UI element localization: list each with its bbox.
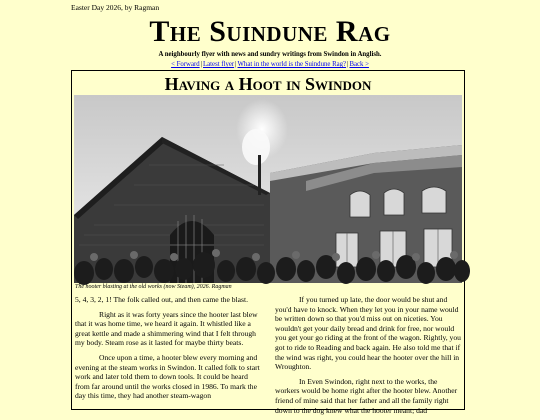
nav-forward-link[interactable]: < Forward (171, 61, 200, 68)
article-body (75, 295, 461, 420)
paragraph: Right as it was forty years since the hooter last blew that it was home time, we heard it again. It whistled like a great kettle and made a shimmering wind that I felt through my body. Steam rose as it lasted for maybe thirty beats. (75, 309, 258, 348)
article-box (71, 70, 465, 415)
paragraph: Once upon a time, a hooter blew every morning and evening at the steam works in Swindon. It called folk to start work and later told them to down tools. It could be heard from far around until the works closed in 1986. To mark the day this time, they had another steam-wagon (75, 352, 260, 401)
right-column (275, 295, 461, 420)
nav-back-link[interactable]: Back > (349, 61, 369, 68)
paragraph: 5, 4, 3, 2, 1! The folk called out, and then came the blast. (75, 295, 248, 304)
left-column (75, 295, 261, 420)
nav-about-link[interactable]: What in the world is the Suindune Rag? (237, 61, 347, 68)
photo-caption: The hooter blasting at the old works (now Steam), 2026. Ragman (75, 284, 232, 290)
tagline: A neighbourly flyer with news and sundry writings from Swindon in Anglish. (158, 51, 382, 58)
masthead-title: The Suindune Rag (149, 15, 391, 48)
article-photo (74, 95, 462, 283)
nav-latest-link[interactable]: Latest flyer (203, 61, 235, 68)
paragraph: If you turned up late, the door would be shut and you'd have to knock. When they let you in your name would be written down so that you'd miss out on niceties. You wouldn't get your daily bread and drink for free, nor would you get your go riding at the front of the wagon. Rightly, you got to ride to Reading and back again. He also told me that if the wind was right, you could hear the hooter over the hill in Wroughton. (275, 295, 461, 372)
nav-bar: < Forward|Latest flyer|What in the world is the Suindune Rag?|Back > (171, 61, 369, 68)
article-headline: Having a Hoot in Swindon (164, 74, 372, 94)
dateline: Easter Day 2026, by Ragman (71, 3, 160, 12)
paragraph: In Even Swindon, right next to the works, the workers would be home right after the hooter blew. Another friend of mine said that her father and all the family right down to the dog knew what the hooter meant; dad (275, 376, 458, 415)
